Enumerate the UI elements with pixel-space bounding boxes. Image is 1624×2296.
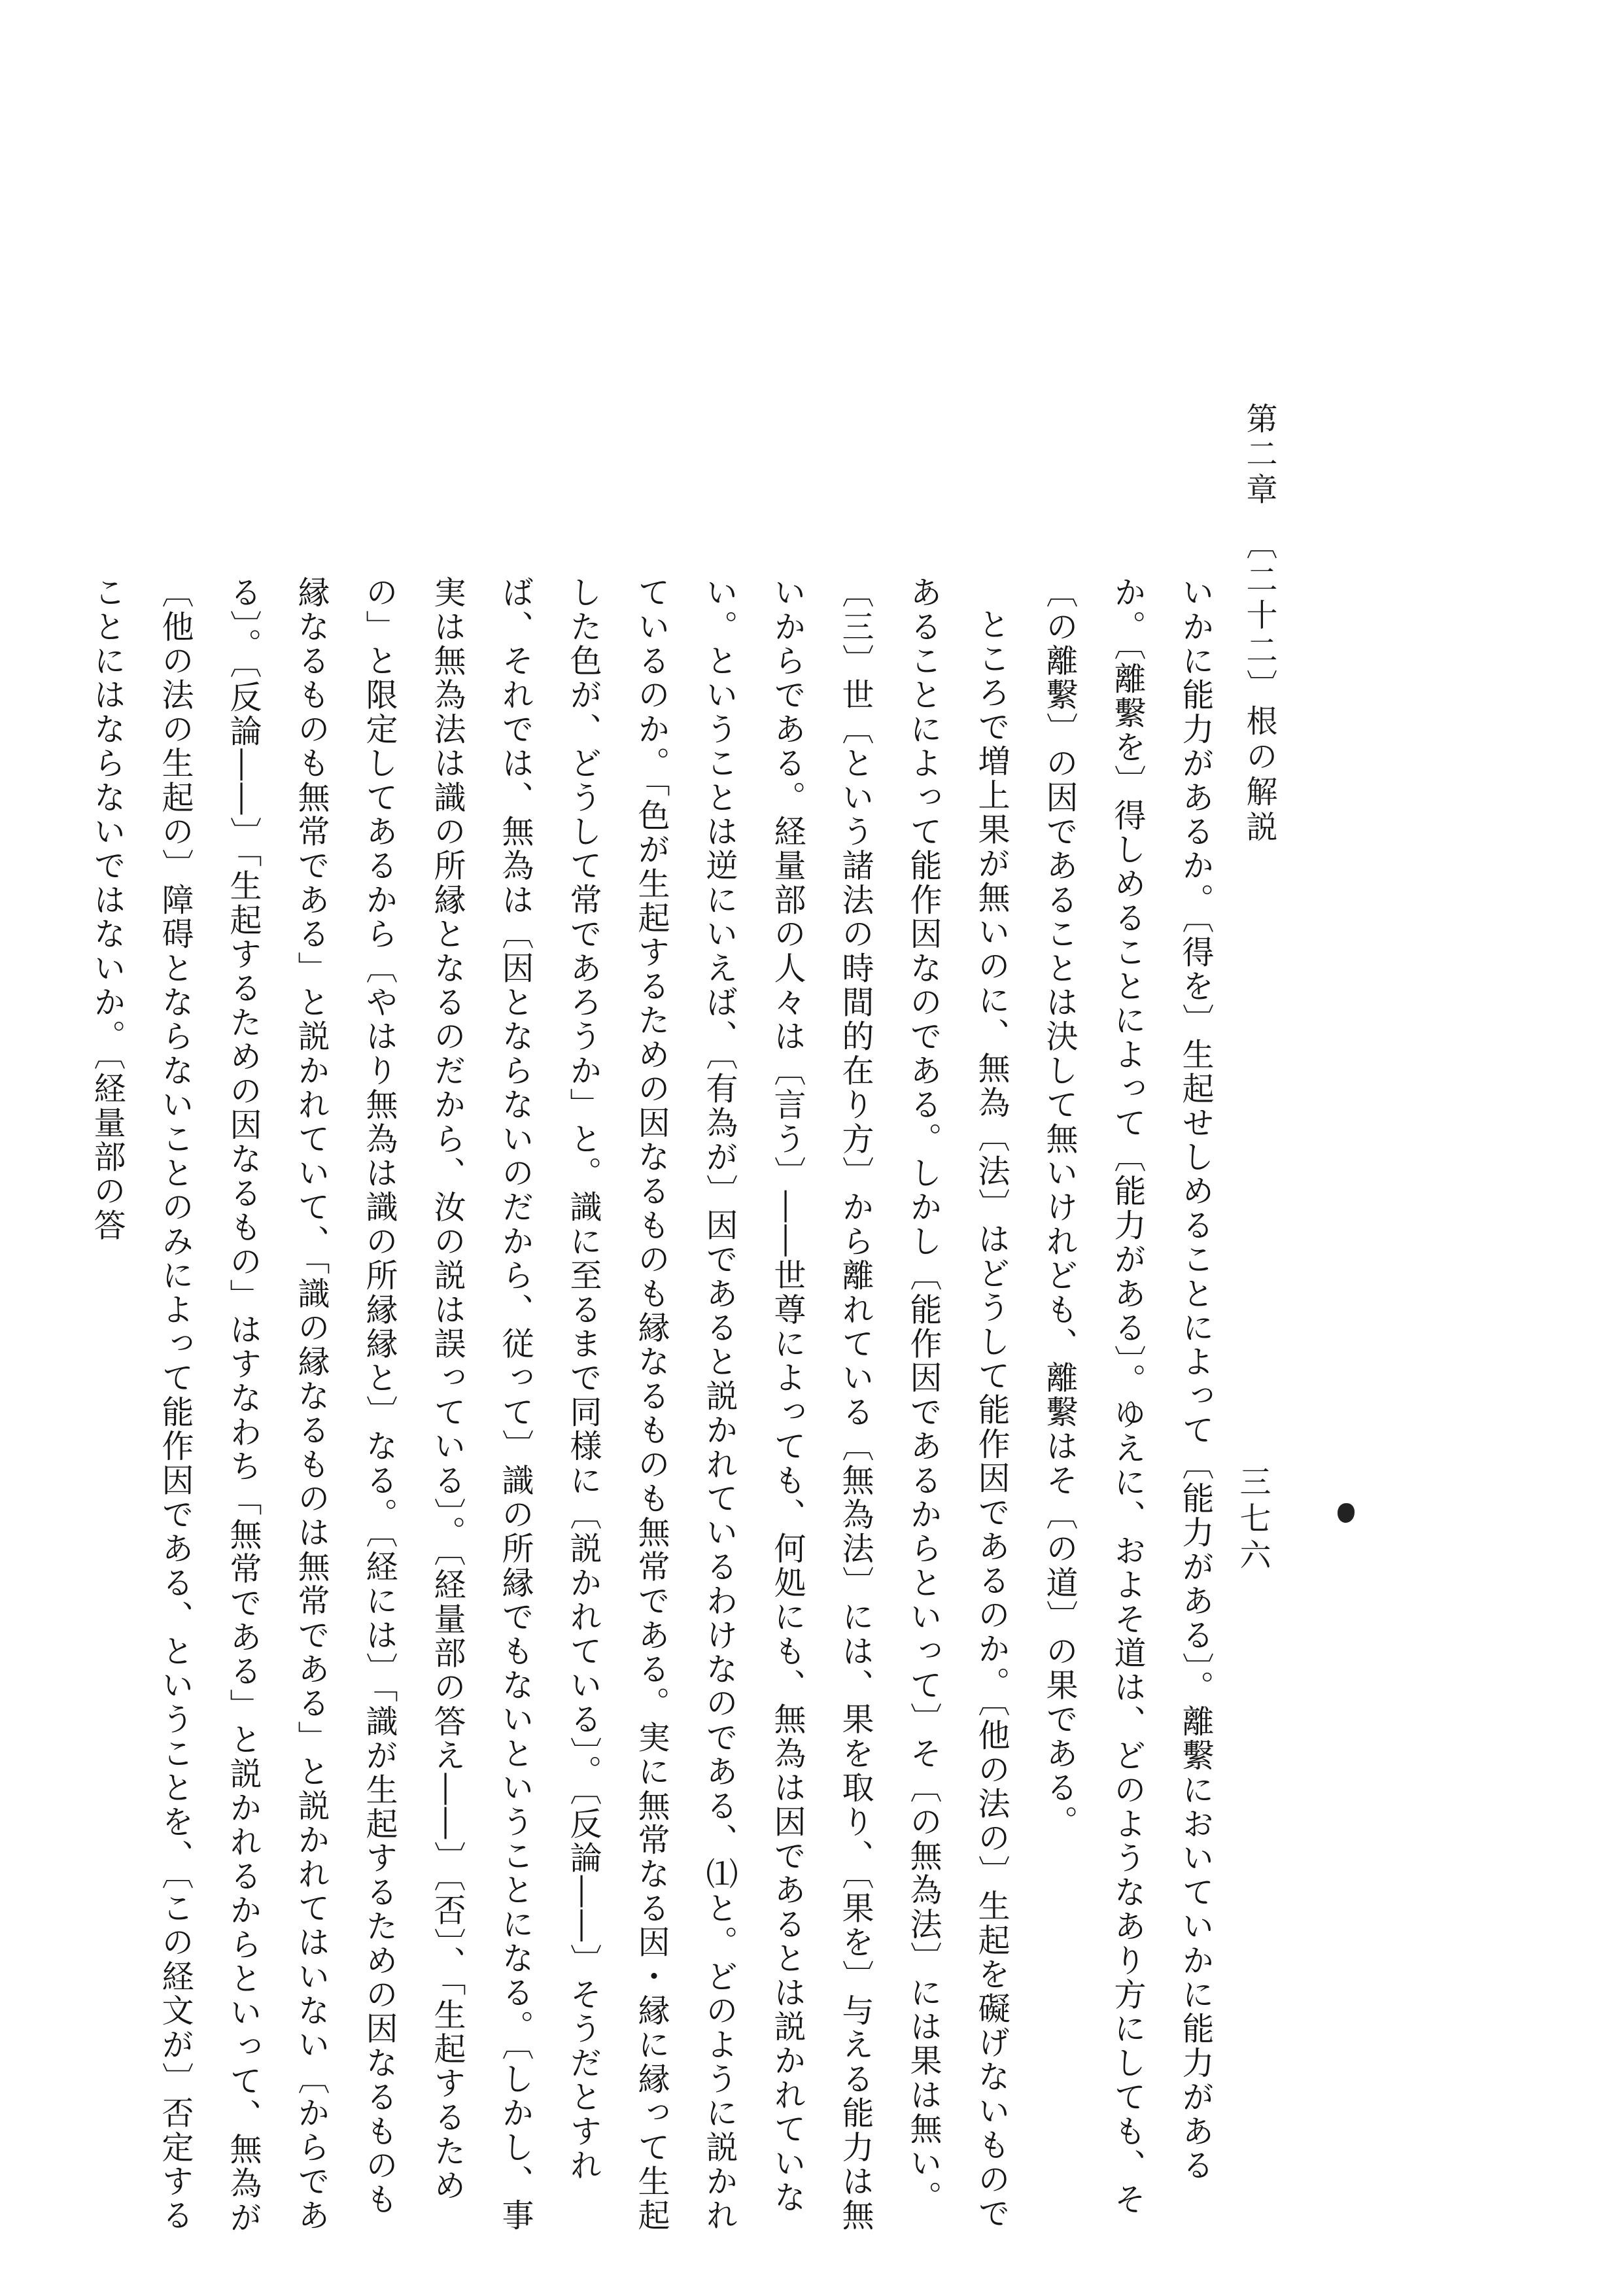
running-head-title: 第二章 〔二十二〕根の解説 — [1241, 402, 1277, 846]
ink-blot — [1338, 1503, 1355, 1523]
paragraph-2: ところで増上果が無いのに、無為〔法〕はどうして能作因であるのか。〔他の法の〕生起を礙げないものであることによって能作因なのである。しかし〔能作因であるからといって〕そ〔の無為法〕には果は無い。〔三〕世〔という諸法の時間的在り方〕から離れている〔無為法〕には、果を取り、〔果を〕与える能力は無いからである。経量部の人々は〔言う〕――世尊によっても、何処にも、無為は因であるとは説かれていない。ということは逆にいえば、〔有為が〕因であると説かれているわけなのである、⑴と。どのように説かれているのか。「色が生起するための因なるものも縁なるものも無常である。実に無常なる因・縁に縁って生起した色が、どうして常であろうか」と。識に至るまで同様に〔説かれている〕。〔反論――〕そうだとすれば、それでは、無為は〔因とならないのだから、従って〕識の所縁でもないということになる。〔しかし、事実は無為法は識の所縁となるのだから、汝の説は誤っている〕。〔経量部の答え――〕〔否〕、「生起するための」と限定してあるから〔やはり無為は識の所縁縁と〕なる。〔経には〕「識が生起するための因なるものも縁なるものも無常である」と説かれていて、「識の縁なるものは無常である」と説かれてはいない〔からである〕。〔反論――〕「生起するための因なるもの」はすなわち「無常である」と説かれるからといって、無為が〔他の法の生起の〕障碍とならないことのみによって能作因である、ということを、〔この経文が〕否定することにはならないではないか。〔経量部の答 — [89, 576, 1011, 2235]
page-number: 三七六 — [1234, 1465, 1271, 1575]
paragraph-1: いかに能力があるか。〔得を〕生起せしめることによって〔能力がある〕。離繫においていかに能力があるか。〔離繫を〕得しめることによって〔能力がある〕。ゆえに、およそ道は、どのようなあり方にしても、そ〔の離繫〕の因であることは決して無いけれども、離繫はそ〔の道〕の果である。 — [1041, 576, 1215, 2217]
body-text — [89, 576, 1230, 2250]
